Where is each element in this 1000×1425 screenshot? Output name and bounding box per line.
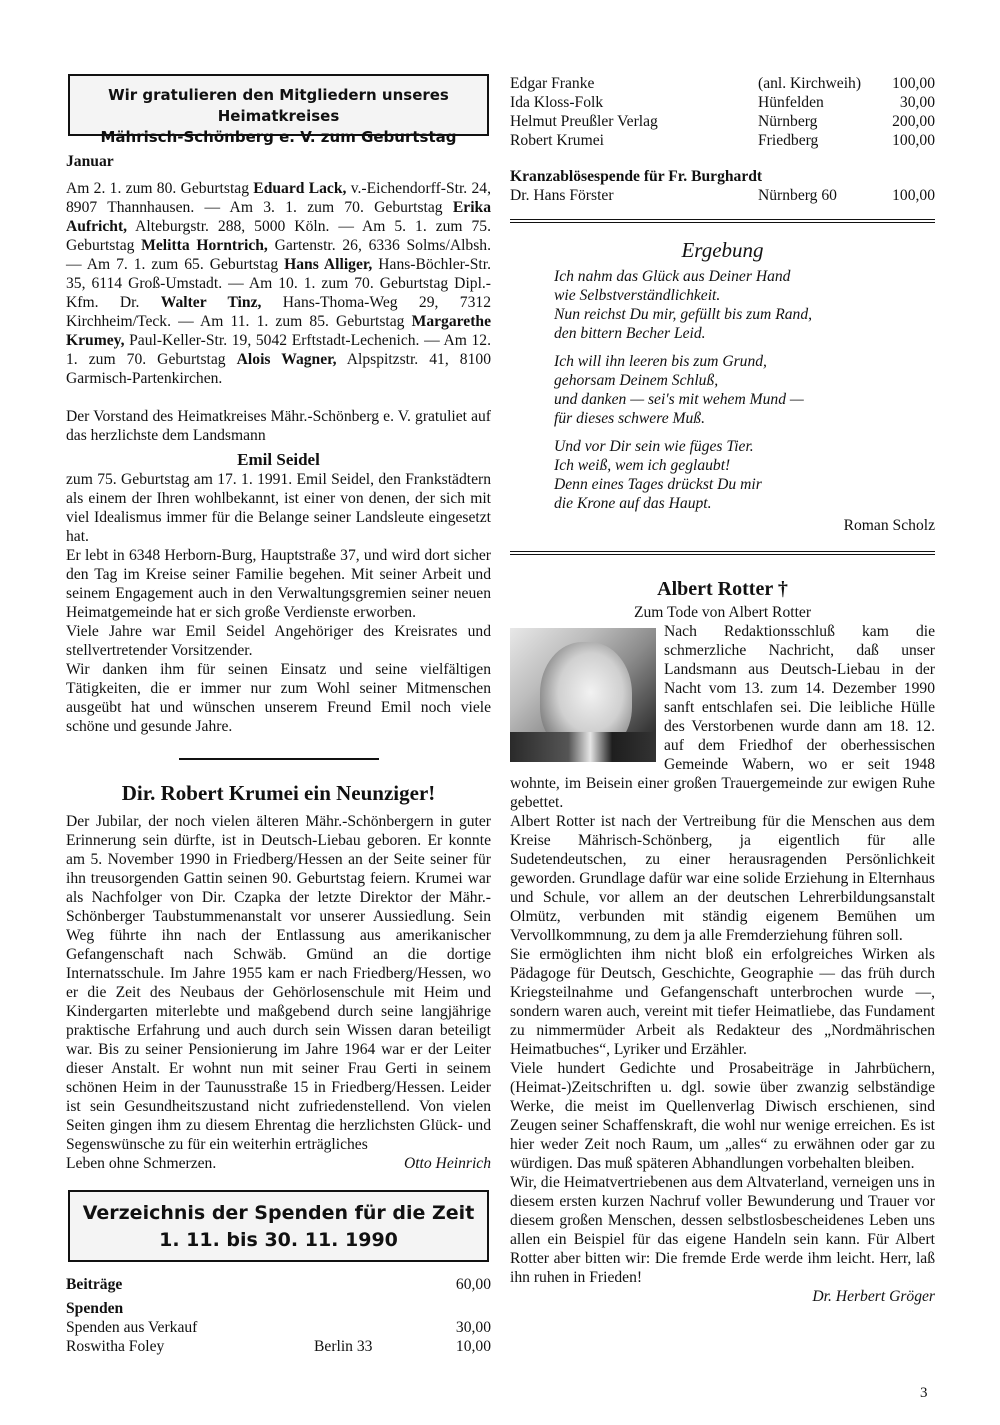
donor-name: Robert Krumei xyxy=(510,132,604,149)
seidel-paragraph: Wir danken ihm für seinen Einsatz und seine vielfältigen Tätigkeiten, die er immer nur zum Wohl seiner Mitmenschen ausgeübt hat und wünschen unserem Freund Emil noch viele schöne und gesunde Jahre. xyxy=(66,661,491,735)
poem-line: und danken — sei's mit wehem Mund — xyxy=(554,391,804,408)
donations-heading-line-2: 1. 11. bis 30. 11. 1990 xyxy=(159,1229,398,1251)
donation-amount: 30,00 xyxy=(455,1319,491,1336)
obituary-author: Dr. Herbert Gröger xyxy=(812,1288,935,1305)
member-name: Walter Tinz, xyxy=(160,294,262,311)
greeting-box-line-2: Mährisch-Schönberg e. V. zum Geburtstag xyxy=(100,128,457,146)
portrait-photo xyxy=(510,628,656,762)
donor-place: Nürnberg xyxy=(758,113,818,130)
greeting-box-line-1: Wir gratulieren den Mitgliedern unseres Heimatkreises xyxy=(108,86,449,125)
double-rule-divider xyxy=(510,551,935,555)
birthday-greeting-box xyxy=(68,74,489,146)
donation-amount: 30,00 xyxy=(899,94,935,111)
poem-line: für dieses schwere Muß. xyxy=(554,410,706,427)
donation-row xyxy=(510,112,935,131)
donation-amount: 100,00 xyxy=(892,132,935,149)
donor-name: Roswitha Foley xyxy=(66,1338,165,1355)
donor-place xyxy=(314,1318,434,1337)
beitraege-amount: 60,00 xyxy=(455,1276,491,1293)
kranz-label: Kranzablösespende für Fr. Burghardt xyxy=(510,168,763,185)
donations-heading-line-1: Verzeichnis der Spenden für die Zeit xyxy=(82,1202,475,1224)
krumei-article-title: Dir. Robert Krumei ein Neunziger! xyxy=(121,781,436,805)
birthday-text: Alteburgstr. 288, 5000 Köln. — Am 5. 1. zum 75. Geburtstag xyxy=(66,218,491,254)
beitraege-label: Beiträge xyxy=(66,1276,123,1293)
donor-place: Friedberg xyxy=(758,132,819,149)
member-name: Erika Aufricht, xyxy=(66,199,491,235)
krumei-article-body: Der Jubilar, der noch vielen älteren Mähr.-Schönbergern in guter Erinnerung sein dürfte, ist in Deutsch-Liebau geboren. Er konnte am 5. November 1990 in Friedberg/Hessen an der Seite seiner für ihn treusorgenden Gattin seinen 90. Geburtstag feiern. Krumei war als Nachfolger von Dir. Czapka der letzte Direktor der Mähr.-Schönberger Taubstummenanstalt vor unserer Aussiedlung. Sein Weg führte ihn nach der Entlassung aus amerikanischer Gefangenschaft nach Schwäb. Gmünd an die dortige Internatsschule. Im Jahre 1955 kam er nach Friedberg/Hessen, wo er die Zeit des Neubaus der Gehörlosenschule mit Heim und Kindergarten miterlebte und maßgebend durch seine langjährige praktische Erfahrung und auch durch sein Wissen daran beteiligt war. Bis zu seiner Pensionierung im Jahre 1964 war er der Leiter dieser Anstalt. Er wohnt nun mit seiner Frau Gerti in seinem schönen Heim in der Taunusstraße 15 in Friedberg/Hessen. Leider ist sein Gesundheitszustand nicht zufriedenstellend. Von vielen Seiten gingen ihm zu diesem Ehrentag die herzlichsten Glück- und Segenswünsche zu für ein weiterhin erträgliches xyxy=(66,813,491,1153)
member-name: Alois Wagner, xyxy=(236,351,337,368)
member-name: Eduard Lack, xyxy=(253,180,347,197)
poem-line: wie Selbstverständlichkeit. xyxy=(554,287,721,304)
poem-line: Ich will ihn leeren bis zum Grund, xyxy=(554,353,767,370)
poem-line: gehorsam Deinem Schluß, xyxy=(554,372,719,389)
obituary-paragraph: Wir, die Heimatvertriebenen aus dem Altvaterland, verneigen uns in diesem ersten kurzen Nachruf voller Bewunderung und Trauer vor diesem großen Menschen, dessen selbstlosbescheidenes Leben uns allen ein Beispiel für das eigene Handeln sein kann. Für Albert Rotter aber bitten wir: Die fremde Erde werde ihm leicht. Herr, laß ihn ruhen in Frieden! xyxy=(510,1174,935,1286)
donor-place: (anl. Kirchweih) xyxy=(758,75,862,92)
member-name: Melitta Horntrich, xyxy=(141,237,268,254)
birthday-text: Alpspitzstr. 41, 8100 Garmisch-Partenkirchen. xyxy=(66,351,491,387)
poem-author: Roman Scholz xyxy=(843,517,935,534)
poem-body xyxy=(554,267,935,513)
poem-line: Nun reichst Du mir, gefüllt bis zum Rand, xyxy=(554,306,813,323)
poem-stanza xyxy=(554,352,935,428)
double-rule-divider xyxy=(510,219,935,223)
donation-row xyxy=(66,1318,491,1337)
donor-name: Helmut Preußler Verlag xyxy=(510,113,658,130)
poem-line: Ich weiß, wem ich geglaubt! xyxy=(554,457,731,474)
birthday-text: Am 2. 1. zum 80. Geburtstag xyxy=(66,180,254,197)
donation-amount: 200,00 xyxy=(892,113,935,130)
obituary-subtitle: Zum Tode von Albert Rotter xyxy=(633,604,812,621)
poem-line: die Krone auf das Haupt. xyxy=(554,495,712,512)
left-column xyxy=(66,74,491,1356)
donation-row xyxy=(66,1337,491,1356)
krumei-last-line: Leben ohne Schmerzen. xyxy=(66,1155,217,1172)
donor-place: Nürnberg 60 xyxy=(758,187,837,204)
portrait-coat xyxy=(510,732,656,762)
page-number: 3 xyxy=(920,1385,928,1401)
poem-stanza xyxy=(554,437,935,513)
obituary-paragraph: Albert Rotter ist nach der Vertreibung für die Menschen aus dem Kreise Mährisch-Schönberg, ja eigentlich für alle Sudetendeutschen, zu einer herausragenden Persönlichkeit geworden. Grundlage dafür war eine solide Erziehung in Elternhaus und Schule, vor allem an der deutschen Lehrerbildungsanstalt Olmütz, verbunden mit ständig eigenem Bemühen um Vervollkommnung, zu dem ja alle Fremderziehung führen soll. xyxy=(510,813,935,944)
donation-row xyxy=(510,186,935,205)
poem-line: Denn eines Tages drückst Du mir xyxy=(554,476,762,493)
donor-place: Berlin 33 xyxy=(314,1338,373,1355)
birthday-text: v.-Eichendorff-Str. 24, 8907 Thannhausen. — Am 3. 1. zum 70. Geburtstag xyxy=(66,180,491,216)
birthday-text: Paul-Keller-Str. 19, 5042 Erftstadt-Lechenich. — Am 12. 1. zum 70. Geburtstag xyxy=(66,332,491,368)
vorstand-intro: Der Vorstand des Heimatkreises Mähr.-Schönberg e. V. gratuliet auf das herzlichste dem Landsmann xyxy=(66,408,491,444)
member-name: Hans Alliger, xyxy=(284,256,373,273)
obituary-title: Albert Rotter † xyxy=(657,578,788,600)
spenden-label: Spenden xyxy=(66,1300,124,1317)
donor-place: Hünfelden xyxy=(758,94,824,111)
donor-name: Dr. Hans Förster xyxy=(510,187,614,204)
seidel-paragraph: Er lebt in 6348 Herborn-Burg, Hauptstraße 37, und wird dort sicher den Tag im Kreise seiner Familie begehen. Mit seiner Arbeit und seinem Engagement auch in den Verwaltungsgremien seiner neuen Heimatgemeinde hat er sich große Verdienste erworben. xyxy=(66,547,491,621)
obituary-paragraph: Viele hundert Gedichte und Prosabeiträge in Jahrbüchern, (Heimat-)Zeitschriften u. dgl. sowie über zwanzig selbständige Werke, die meist im Quellenverlag Diwisch erschienen, sind Zeugen seiner Schaffenskraft, die wohl nur wenige erreichen. Es ist hier weder Zeit noch Raum, um „alles“ zu erwähnen oder gar zu würdigen. Das muß späteren Abhandlungen vorbehalten bleiben. xyxy=(510,1060,935,1172)
obituary-paragraph: Nach Redaktionsschluß kam die schmerzliche Nachricht, daß unser Landsmann aus Deutsch-Liebau in der Nacht vom 13. zum 14. Dezember 1990 sanft entschlafen sei. Die leibliche Hülle des Verstorbenen wurde dann am 18. 12. auf dem Friedhof der oberhessischen Gemeinde Wabern, wo er seit 1948 wohnte, im Beisein einer großen Trauergemeinde zur ewigen Ruhe gebettet. xyxy=(510,623,935,811)
birthday-text: Hans-Böchler-Str. 35, 6114 Groß-Umstadt. — Am 10. 1. zum 70. Geburtstag Dipl.-Kfm. Dr. xyxy=(66,256,491,311)
birthday-text: Hans-Thoma-Weg 29, 7312 Kirchheim/Teck. — Am 11. 1. zum 85. Geburtstag xyxy=(66,294,491,330)
donation-row xyxy=(510,74,935,93)
donations-heading-box xyxy=(68,1190,489,1262)
poem-line: Ich nahm das Glück aus Deiner Hand xyxy=(554,268,791,285)
donation-amount: 100,00 xyxy=(892,75,935,92)
donor-name: Spenden aus Verkauf xyxy=(66,1319,198,1336)
obituary-paragraph: Sie ermöglichten ihm nicht bloß ein erfolgreiches Wirken als Pädagoge für Deutsch, Geschichte, Geographie — das früh durch Kriegsteilnahme und Gefangenschaft unterbrochen wurde —, sondern waren auch, vereint mit tiefer Heimatliebe, das Fundament zu nimmermüder Arbeit als Redakteur des „Nordmährischen Heimatbuches“, Lyriker und Erzähler. xyxy=(510,946,935,1058)
poem-line: den bittern Becher Leid. xyxy=(554,325,706,342)
poem-stanza xyxy=(554,267,935,343)
month-heading: Januar xyxy=(66,153,114,170)
seidel-paragraph: Viele Jahre war Emil Seidel Angehöriger des Kreisrates und stellvertretender Vorsitzender. xyxy=(66,623,491,659)
krumei-author: Otto Heinrich xyxy=(403,1155,491,1172)
donor-name: Edgar Franke xyxy=(510,75,595,92)
donation-amount: 10,00 xyxy=(455,1338,491,1355)
honoree-name: Emil Seidel xyxy=(237,450,320,469)
donation-row xyxy=(510,131,935,150)
seidel-paragraph: zum 75. Geburtstag am 17. 1. 1991. Emil Seidel, den Frankstädtern als einem der Ihren wohlbekannt, ist einer von denen, der sich mit viel Idealismus immer für die Belange seiner Landsleute eingesetzt hat. xyxy=(66,471,491,545)
beitraege-row xyxy=(66,1275,491,1294)
section-divider xyxy=(179,758,379,760)
right-column xyxy=(510,74,935,1306)
poem-title: Ergebung xyxy=(681,238,764,262)
krumei-article-closing xyxy=(66,1154,491,1173)
member-name: Margarethe Krumey, xyxy=(66,313,491,349)
donor-name: Ida Kloss-Folk xyxy=(510,94,604,111)
birthdays-paragraph xyxy=(66,179,491,388)
birthday-text: Gartenstr. 26, 6336 Solms/Albsh. — Am 7. 1. zum 65. Geburtstag xyxy=(66,237,491,273)
donation-amount: 100,00 xyxy=(892,187,935,204)
donation-row xyxy=(510,93,935,112)
poem-line: Und vor Dir sein wie füges Tier. xyxy=(554,438,754,455)
